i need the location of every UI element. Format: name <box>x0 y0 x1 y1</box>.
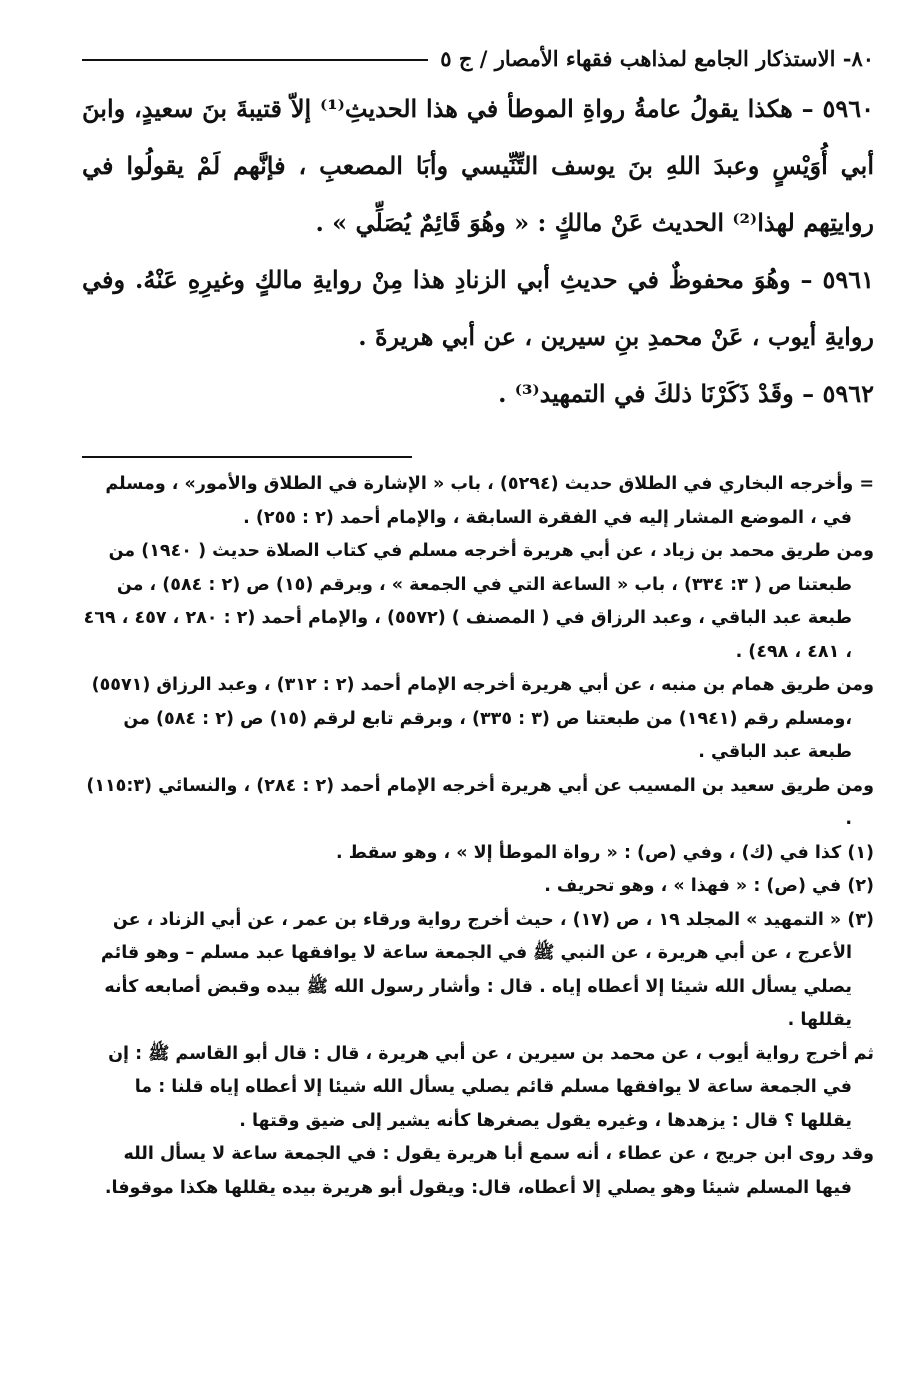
footnote-continuation: = وأخرجه البخاري في الطلاق حديث (٥٢٩٤) ، باب « الإشارة في الطلاق والأمور» ، ومسلم في ، الموضع المشار إليه في الفقرة السابقة ، والإمام أحمد (٢ : ٢٥٥) . <box>105 474 874 528</box>
footnote-number: (٣) <box>847 909 874 930</box>
footnote-text: في (ص) : « فهذا » ، وهو تحريف . <box>544 876 842 896</box>
footnote-number: (٢) <box>847 876 874 896</box>
footnote-continuation: ومن طريق محمد بن زياد ، عن أبي هريرة أخرجه مسلم في كتاب الصلاة حديث ( ١٩٤٠) من طبعتنا ص ( ٣: ٣٣٤) ، باب « الساعة التي في الجمعة » ، وبرقم (١٥) ص (٢ : ٥٨٤) ، من طبعة عبد الباقي ، وعبد الرزاق في ( المصنف ) (٥٥٧٢) ، والإمام أحمد (٢ : ٢٨٠ ، ٤٥٧ ، ٤٦٩ ، ٤٨١ ، ٤٩٨) . <box>83 541 874 662</box>
footnote-text: « التمهيد » المجلد ١٩ ، ص (١٧) ، حيث أخرج رواية ورقاء بن عمر ، عن أبي الزناد ، عن الأعرج ، عن أبي هريرة ، عن النبي ﷺ في الجمعة ساعة لا يوافقها عبد مسلم – وهو قائم يصلي يسأل الله شيئا إلا أعطاه إياه . قال : وأشار رسول الله ﷺ بيده وقبض أصابعه كأنه يقللها . <box>100 909 852 1030</box>
footnote-1 <box>82 837 874 871</box>
header-rule <box>82 59 428 61</box>
footnote-2 <box>82 870 874 904</box>
paragraph-5962: ٥٩٦٢ – وقَدْ ذَكَرْنَا ذلكَ في التمهيد⁽³⁾ . <box>498 379 874 408</box>
footnote-3 <box>82 904 874 1038</box>
footnote-separator <box>82 456 412 458</box>
paragraph-5961: ٥٩٦١ – وهُوَ محفوظٌ في حديثِ أبي الزنادِ هذا مِنْ روايةِ مالكٍ وغيرِهِ عَنْهُ. وفي روايةِ أيوب ، عَنْ محمدِ بنِ سيرين ، عن أبي هريرةَ . <box>82 265 874 351</box>
footnote-continuation: ثم أخرج رواية أيوب ، عن محمد بن سيرين ، عن أبي هريرة ، قال : قال أبو القاسم ﷺ : إن في الجمعة ساعة لا يوافقها مسلم قائم يصلي يسأل الله شيئا إلا أعطاه إياه قلنا : ما يقللها ؟ قال : يزهدها ، وغيره يقول يصغرها كأنه يشير إلى ضيق وقتها . <box>108 1043 874 1131</box>
footnote-text: كذا في (ك) ، وفي (ص) : « رواة الموطأ إلا » ، وهو سقط . <box>336 842 842 863</box>
footnote-continuation: ومن طريق سعيد بن المسيب عن أبي هريرة أخرجه الإمام أحمد (٢ : ٢٨٤) ، والنسائي (١١٥:٣) . <box>86 775 874 829</box>
footnote-number: (١) <box>847 842 874 863</box>
footnotes <box>82 468 874 1205</box>
footnote-continuation: ومن طريق همام بن منبه ، عن أبي هريرة أخرجه الإمام أحمد (٢ : ٣١٢) ، وعبد الرزاق (٥٥٧١) ،ومسلم رقم (١٩٤١) من طبعتنا ص (٣ : ٣٣٥) ، وبرقم تابع لرقم (١٥) ص (٢ : ٥٨٤) من طبعة عبد الباقي . <box>91 675 874 762</box>
footnote-continuation: وقد روى ابن جريج ، عن عطاء ، أنه سمع أبا هريرة يقول : في الجمعة ساعة لا يسأل الله فيها المسلم شيئا وهو يصلي إلا أعطاه، قال: ويقول أبو هريرة بيده يقللها هكذا موقوفا. <box>104 1144 874 1198</box>
page-title: ٨٠- الاستذكار الجامع لمذاهب فقهاء الأمصار / ج ٥ <box>440 45 874 71</box>
paragraph-5960: ٥٩٦٠ – هكذا يقولُ عامةُ رواةِ الموطأ في هذا الحديثِ⁽¹⁾ إلاّ قتيبةَ بنَ سعيدٍ، وابنَ أبي أُوَيْسٍ وعبدَ اللهِ بنَ يوسف التِّنِّيسي وأبَا المصعبِ ، فإنَّهم لَمْ يقولُوا في روايتِهم لهذا⁽²⁾ الحديث عَنْ مالكٍ : « وهُوَ قَائِمٌ يُصَلِّي » . <box>82 94 875 237</box>
main-text <box>82 80 874 422</box>
page-header <box>82 38 874 78</box>
